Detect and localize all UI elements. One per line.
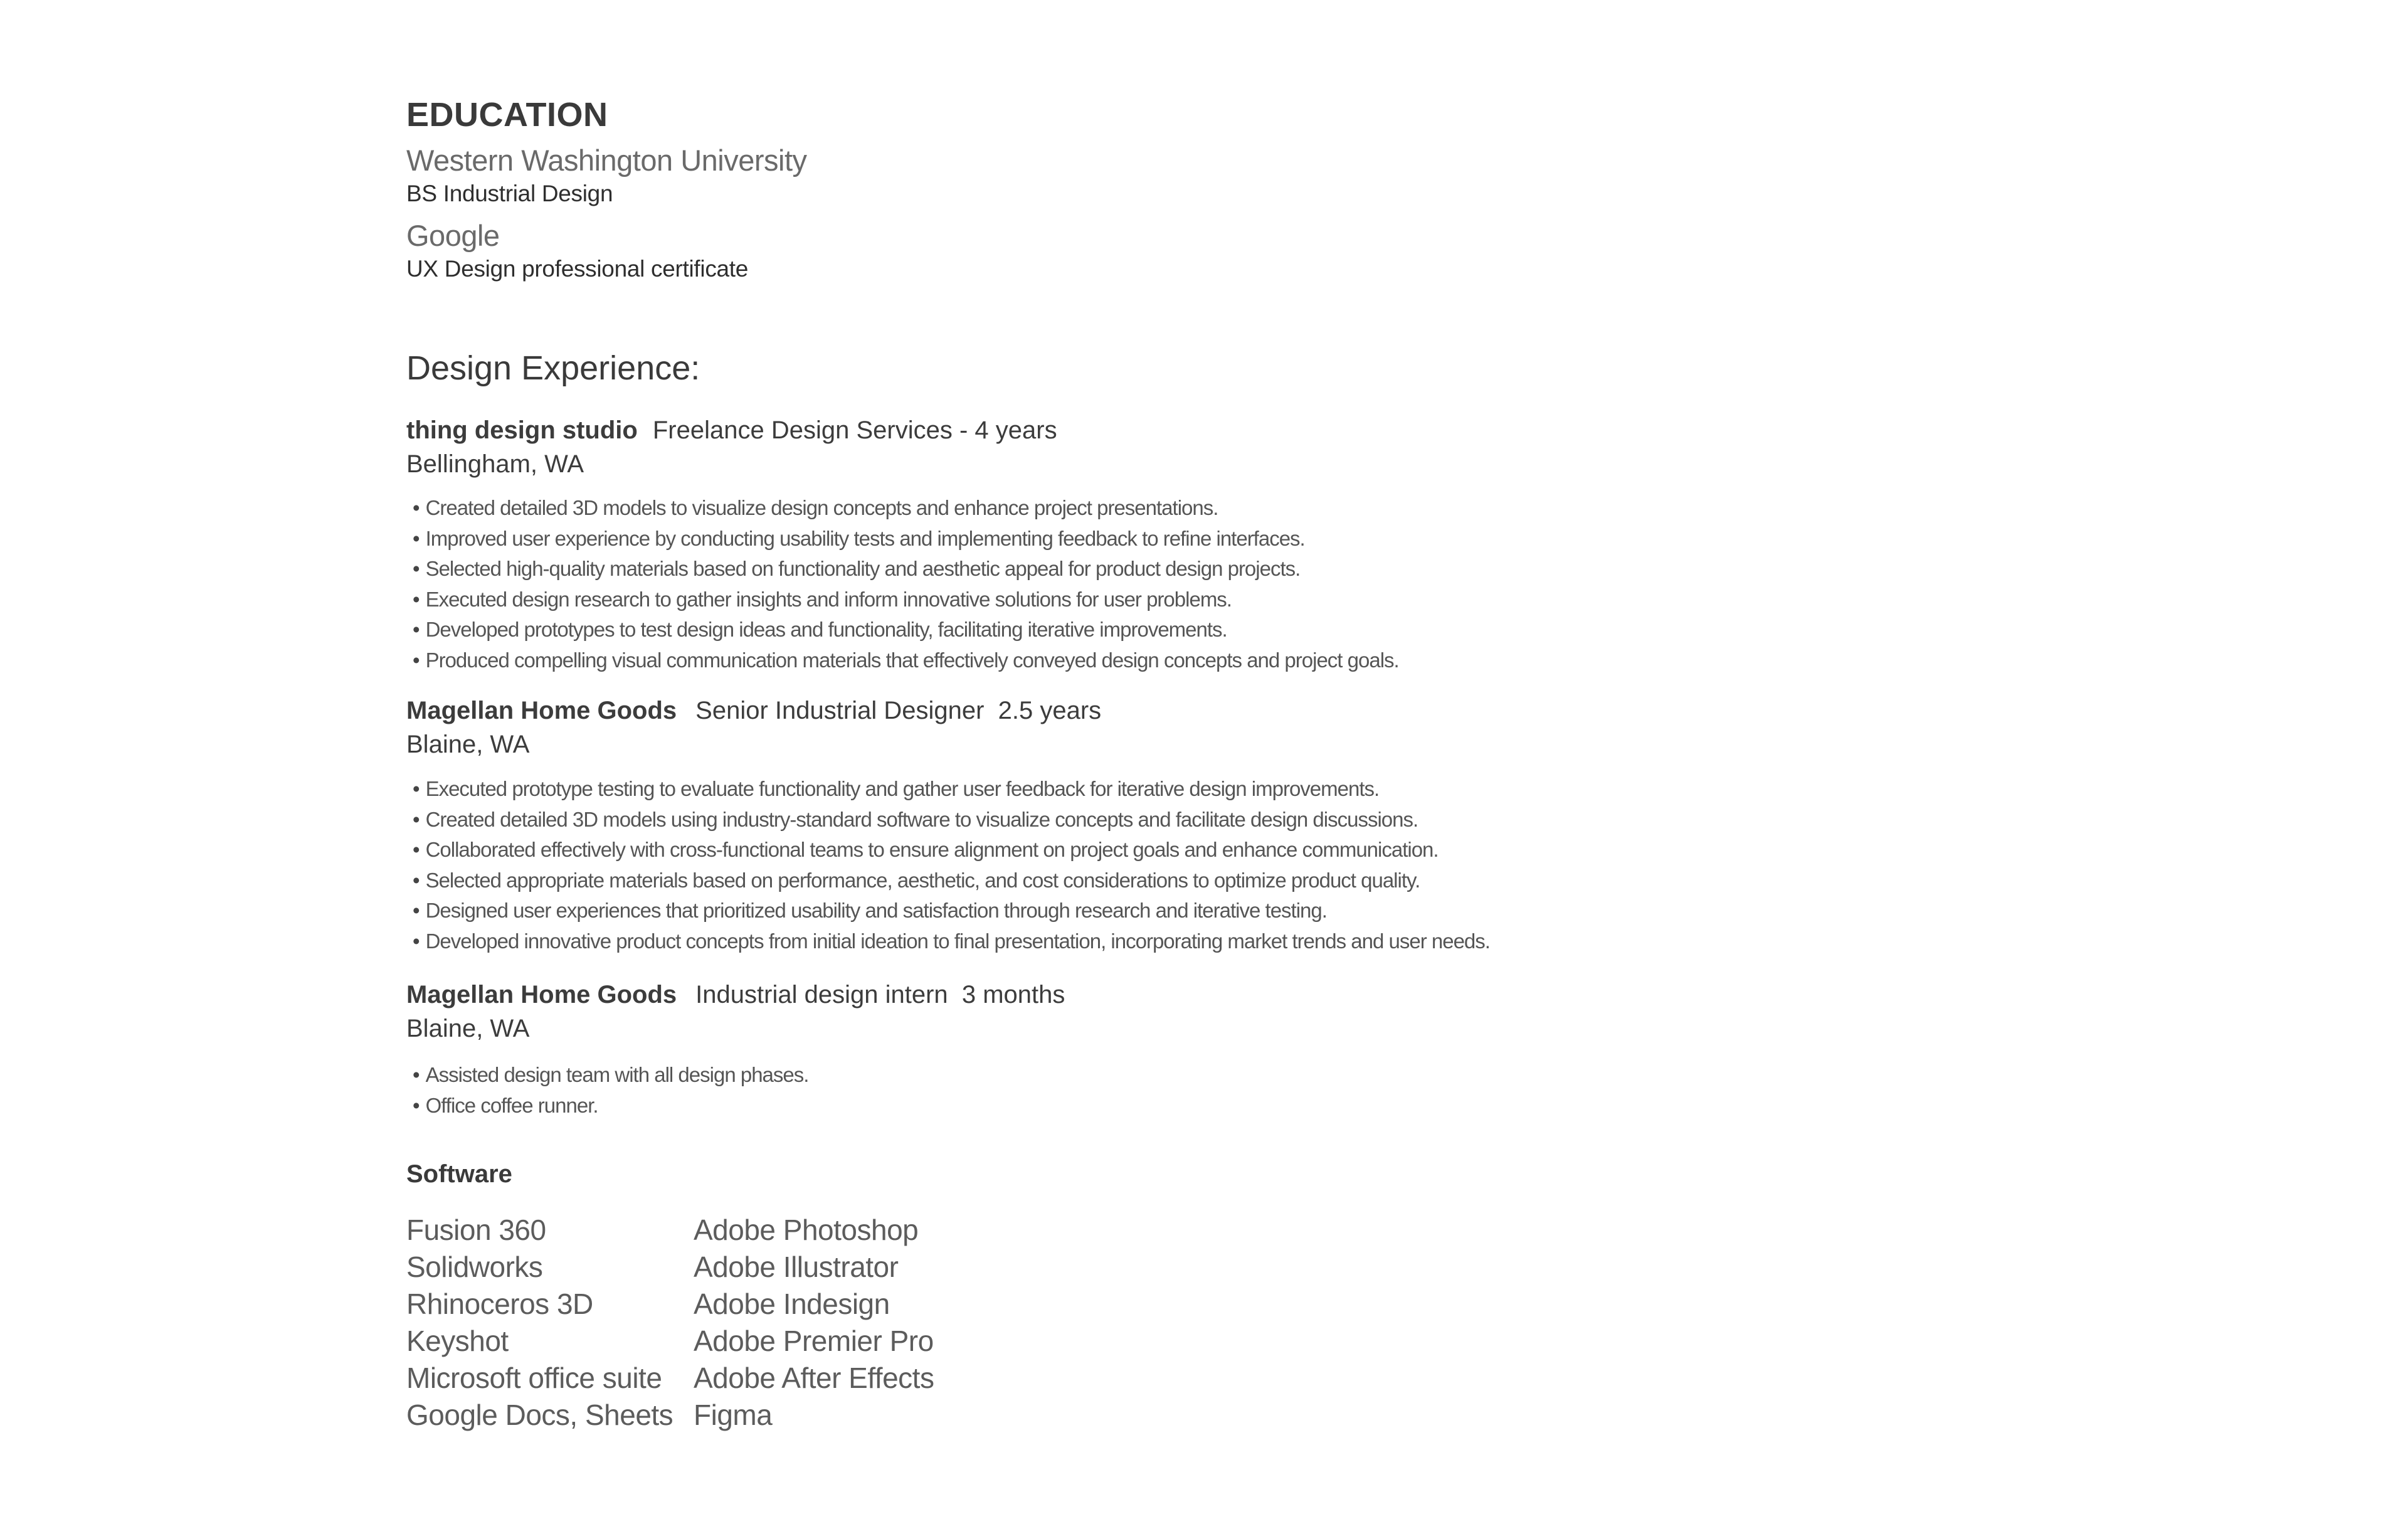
job-bullet: • Selected appropriate materials based on performance, aesthetic, and cost considerations to optimize product quality. <box>413 868 1420 892</box>
software-item: Adobe Premier Pro <box>694 1325 934 1357</box>
software-item: Microsoft office suite <box>406 1362 662 1394</box>
job-location: Blaine, WA <box>406 1015 530 1042</box>
education-school-wwu: Western Washington University <box>406 144 807 177</box>
software-item: Adobe Photoshop <box>694 1214 919 1246</box>
job-bullet: • Developed prototypes to test design ideas and functionality, facilitating iterative improvements. <box>413 618 1227 641</box>
job-bullet: • Executed design research to gather insights and inform innovative solutions for user problems. <box>413 587 1232 611</box>
education-school-google: Google <box>406 219 500 252</box>
software-heading: Software <box>406 1160 512 1188</box>
software-item: Google Docs, Sheets <box>406 1399 673 1431</box>
job-location: Blaine, WA <box>406 731 530 758</box>
job-bullet: • Office coffee runner. <box>413 1093 598 1117</box>
job-bullet: • Designed user experiences that prioritized usability and satisfaction through research and iterative testing. <box>413 899 1327 922</box>
job-bullet-list <box>413 1060 808 1121</box>
software-list-right <box>694 1212 934 1434</box>
job-bullet: • Produced compelling visual communication materials that effectively conveyed design concepts and project goals. <box>413 648 1399 672</box>
job-bullet: • Assisted design team with all design phases. <box>413 1063 809 1086</box>
job-bullet: • Collaborated effectively with cross-functional teams to ensure alignment on project goals and enhance communication. <box>413 838 1439 861</box>
software-item: Adobe Indesign <box>694 1288 890 1320</box>
job-header <box>406 416 1057 445</box>
job-header <box>406 697 1101 725</box>
job-bullet: • Created detailed 3D models using industry-standard software to visualize concepts and facilitate design discussions. <box>413 807 1418 831</box>
job-company: Magellan Home Goods <box>406 981 677 1008</box>
job-role: Industrial design intern 3 months <box>695 981 1065 1008</box>
software-item: Adobe After Effects <box>694 1362 934 1394</box>
education-degree-google: UX Design professional certificate <box>406 256 749 282</box>
software-item: Keyshot <box>406 1325 509 1357</box>
job-header <box>406 981 1065 1009</box>
job-company: thing design studio <box>406 416 638 444</box>
education-degree-wwu: BS Industrial Design <box>406 181 613 206</box>
software-list-left <box>406 1212 673 1434</box>
job-bullet: • Developed innovative product concepts from initial ideation to final presentation, incorporating market trends and user needs. <box>413 929 1490 953</box>
software-item: Solidworks <box>406 1251 543 1283</box>
job-bullet-list <box>413 493 1399 675</box>
software-item: Fusion 360 <box>406 1214 546 1246</box>
experience-heading: Design Experience: <box>406 349 700 387</box>
job-role: Senior Industrial Designer 2.5 years <box>695 697 1102 724</box>
job-location: Bellingham, WA <box>406 450 584 478</box>
job-bullet: • Created detailed 3D models to visualize design concepts and enhance project presentations. <box>413 496 1218 519</box>
job-role: Freelance Design Services - 4 years <box>652 416 1057 444</box>
education-heading: EDUCATION <box>406 96 608 134</box>
software-item: Figma <box>694 1399 773 1431</box>
software-item: Adobe Illustrator <box>694 1251 899 1283</box>
software-item: Rhinoceros 3D <box>406 1288 593 1320</box>
job-bullet: • Selected high-quality materials based on functionality and aesthetic appeal for product design projects. <box>413 557 1301 580</box>
job-bullet: • Improved user experience by conducting usability tests and implementing feedback to refine interfaces. <box>413 526 1305 550</box>
job-company: Magellan Home Goods <box>406 697 677 724</box>
job-bullet-list <box>413 774 1490 956</box>
job-bullet: • Executed prototype testing to evaluate functionality and gather user feedback for iterative design improvements. <box>413 777 1380 800</box>
